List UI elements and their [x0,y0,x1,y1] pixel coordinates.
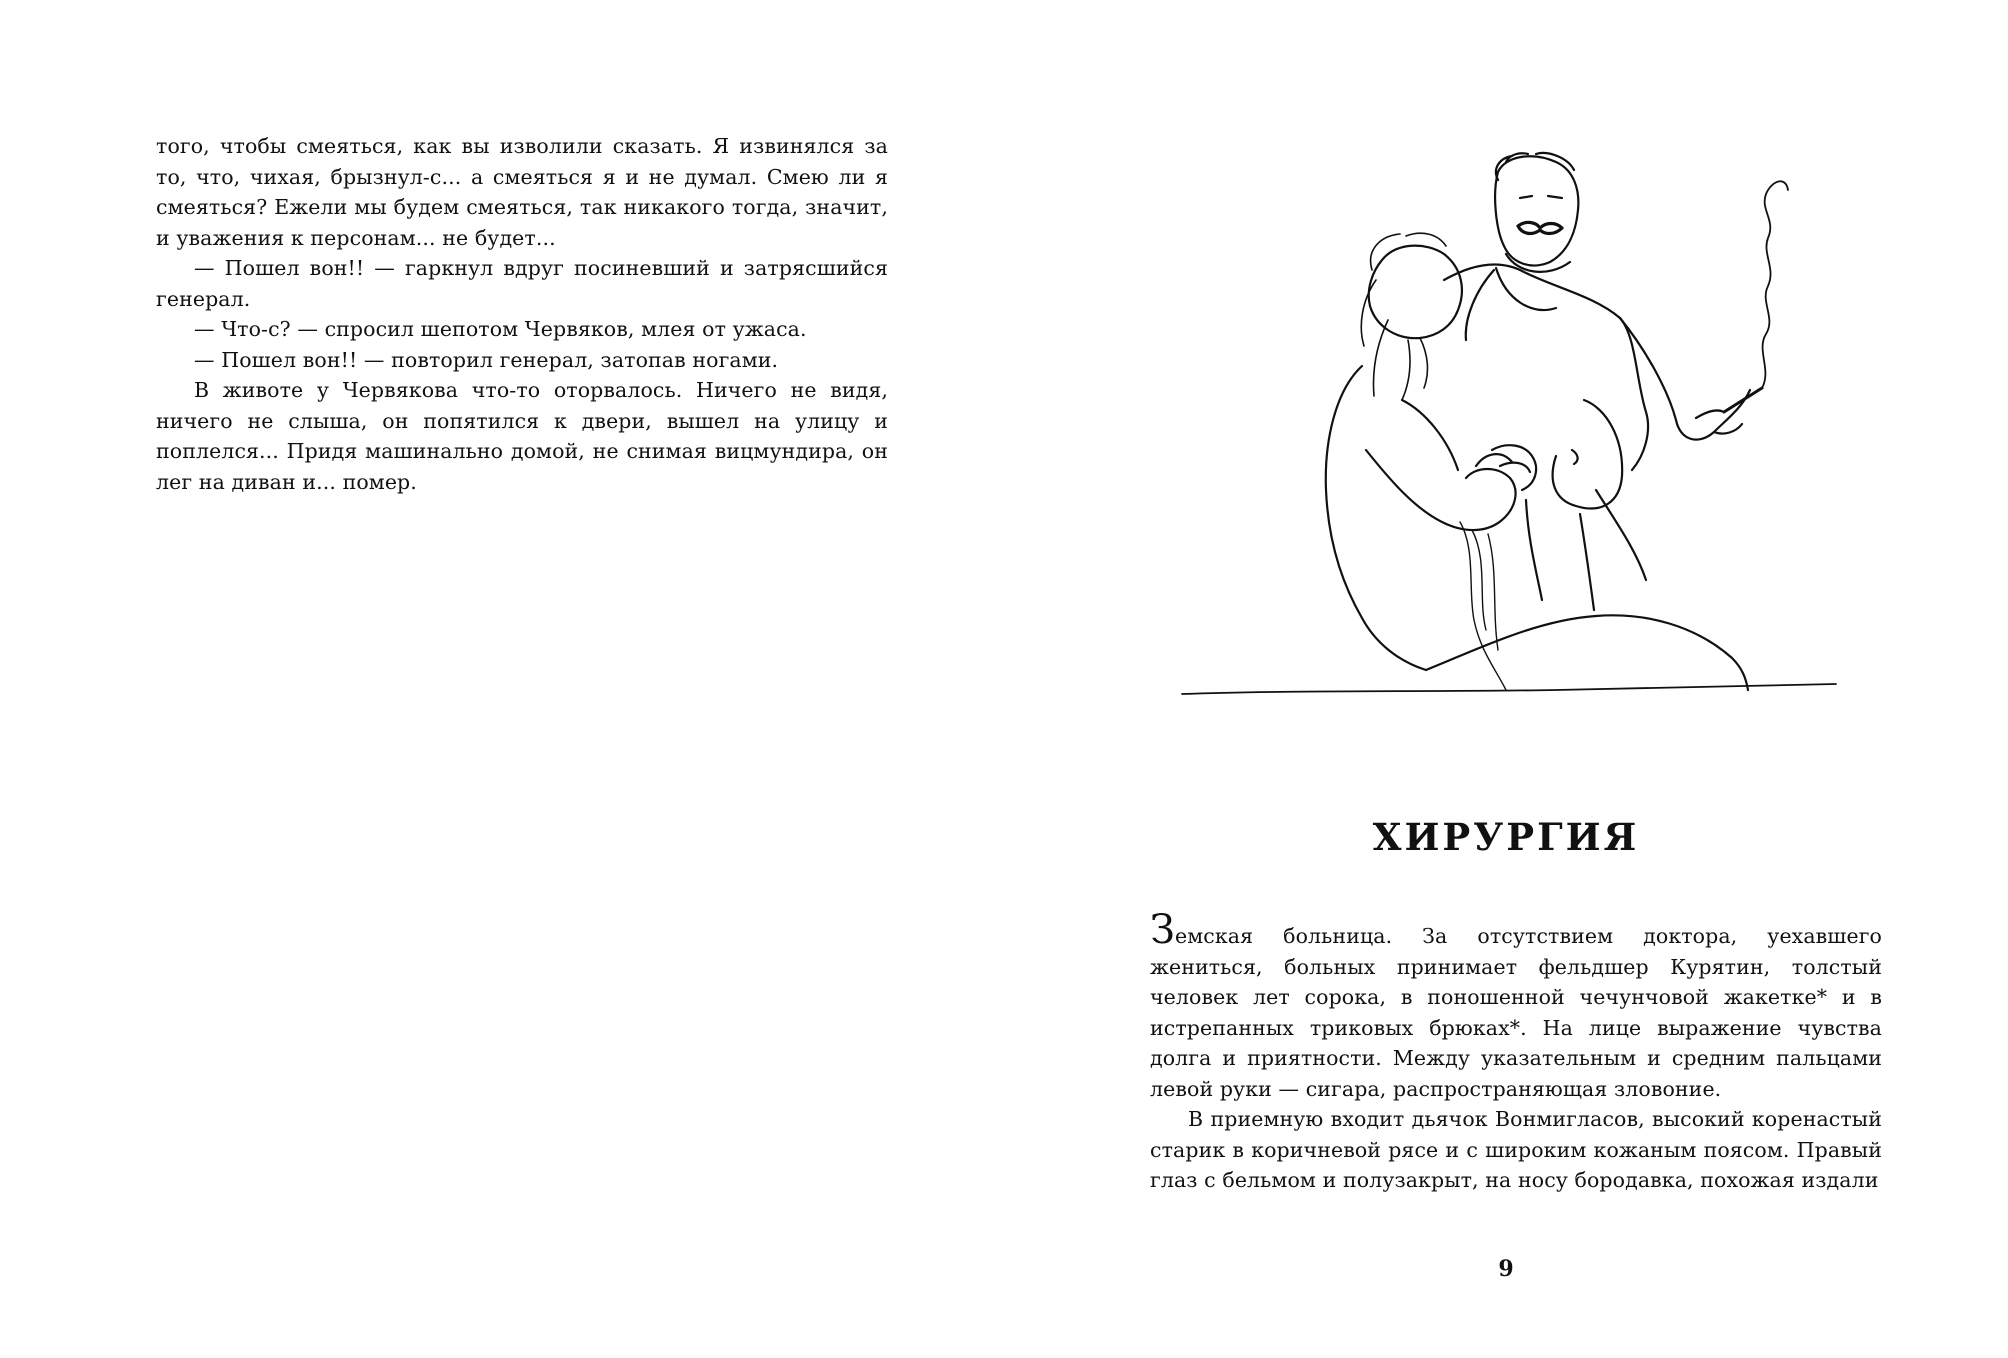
patient-arms [1366,450,1516,530]
ground-line [1182,684,1836,694]
left-page-text [156,131,888,497]
page-number: 9 [1498,1256,1514,1282]
paragraph-text: емская больница. За отсутствием доктора, уехавшего жениться, больных принимает фельдшер Курятин, толстый человек лет сорока, в поношенной чечунчовой жакетке* и в истрепанных триковых брюках*. На лице выражение чувства долга и приятности. Между указательным и средним пальцами левой руки — сигара, распространяющая зловоние. [1150,924,1882,1101]
patient-beard [1402,338,1427,400]
patient-shading [1460,522,1506,690]
paragraph: того, чтобы смеяться, как вы изволили сказать. Я извинялся за то, что, чихая, брызнул-с... а смеяться я и не думал. Смею ли я смеяться? Ежели мы будем смеяться, так никакого тогда, значит, и уважения к персонам... не будет... [156,134,888,250]
chapter-title: ХИРУРГИЯ [1372,815,1640,859]
standing-man-mustache [1518,222,1562,233]
standing-man-collar [1496,254,1570,310]
patient-legs [1426,615,1748,690]
standing-man-head [1495,156,1578,265]
paragraph: В приемную входит дьячок Вонмигласов, высокий коренастый старик в коричневой рясе и с широким кожаным поясом. Правый глаз с бельмом и полузакрыт, на носу бородавка, похожая издали [1150,1107,1882,1192]
standing-man-belly [1553,400,1623,508]
cigar-smoke [1762,181,1788,388]
right-page-text [1150,907,1882,1196]
standing-man-eyes [1520,196,1562,198]
paragraph: — Пошел вон!! — повторил генерал, затопав ногами. [194,347,779,372]
illustration-drawing [1176,150,1842,710]
paragraph: В животе у Червякова что-то оторвалось. Ничего не видя, ничего не слыша, он попятился к двери, вышел на улицу и поплелся... Придя машинально домой, не снимая вицмундира, он лег на диван и... помер. [156,378,888,494]
cigar [1724,388,1762,412]
paragraph: — Пошел вон!! — гаркнул вдруг посиневший и затрясшийся генерал. [156,256,888,311]
first-paragraph [1150,907,1882,1104]
right-page [1004,0,2008,1358]
drop-cap: З [1150,907,1176,953]
patient-head [1369,246,1462,339]
paragraph: — Что-с? — спросил шепотом Червяков, млея от ужаса. [194,317,807,341]
patient-body [1326,366,1458,670]
